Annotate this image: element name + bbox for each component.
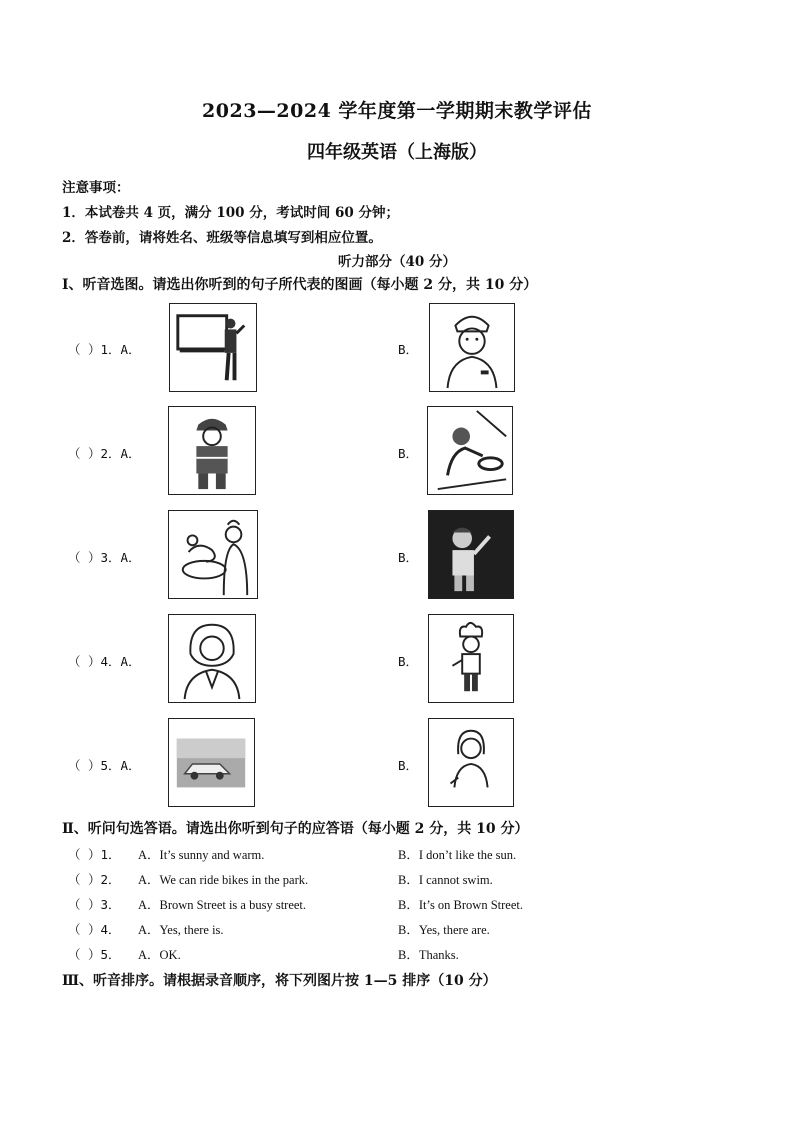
section2-title: Ⅱ、听问句选答语。请选出你听到句子的应答语（每小题 2 分，共 10 分） (62, 821, 529, 837)
driver-icon (427, 406, 513, 495)
exam-subtitle: 四年级英语（上海版） (307, 142, 487, 163)
s2-q4-option-b: B．Yes, there are. (398, 923, 490, 937)
notes-heading: 注意事项： (62, 180, 130, 196)
s2-q4-option-a: A．Yes, there is. (138, 923, 224, 937)
boy-dark-background-icon (428, 510, 514, 599)
s2-q3-option-a: A．Brown Street is a busy street. (138, 898, 307, 912)
s1-q1-b-label: B． (398, 342, 419, 357)
s1-q3-label: （ ）3．A． (68, 550, 141, 565)
s1-q1-label: （ ）1．A． (68, 342, 141, 357)
woman-icon (168, 614, 256, 703)
s2-q1-option-b: B．I don’t like the sun. (398, 848, 517, 862)
s2-q2-option-a: A．We can ride bikes in the park. (138, 873, 309, 887)
exam-title: 2023—2024 学年度第一学期期末教学评估 (202, 100, 592, 122)
s2-q4-label: （ ）4． (68, 922, 121, 937)
section3-title: Ⅲ、听音排序。请根据录音顺序，将下列图片按 1—5 排序（10 分） (62, 973, 497, 989)
s1-q2-label: （ ）2．A． (68, 446, 141, 461)
note-item-2: 2．答卷前，请将姓名、班级等信息填写到相应位置。 (62, 230, 382, 246)
cook-food-icon (168, 510, 258, 599)
s2-q1-label: （ ）1． (68, 847, 121, 862)
s2-q2-label: （ ）2． (68, 872, 121, 887)
s2-q3-label: （ ）3． (68, 897, 121, 912)
s2-q5-label: （ ）5． (68, 947, 121, 962)
listening-heading: 听力部分（40 分） (338, 254, 456, 270)
s2-q1-option-a: A．It’s sunny and warm. (138, 848, 265, 862)
note-item-1: 1．本试卷共 4 页，满分 100 分，考试时间 60 分钟； (62, 205, 399, 221)
s1-q4-label: （ ）4．A． (68, 654, 141, 669)
s2-q3-option-b: B．It’s on Brown Street. (398, 898, 523, 912)
s2-q5-option-a: A．OK. (138, 948, 181, 962)
nurse-icon (429, 303, 515, 392)
s1-q4-b-label: B． (398, 654, 419, 669)
section1-title: Ⅰ、听音选图。请选出你听到的句子所代表的图画（每小题 2 分，共 10 分） (62, 277, 538, 293)
s1-q5-b-label: B． (398, 758, 419, 773)
s2-q2-option-b: B．I cannot swim. (398, 873, 493, 887)
girl-icon (428, 718, 514, 807)
firefighter-icon (168, 406, 256, 495)
s1-q5-label: （ ）5．A． (68, 758, 141, 773)
s1-q3-b-label: B． (398, 550, 419, 565)
s1-q2-b-label: B． (398, 446, 419, 461)
chef-icon (428, 614, 514, 703)
s2-q5-option-b: B．Thanks. (398, 948, 459, 962)
teacher-blackboard-icon (169, 303, 257, 392)
car-photo-icon (168, 718, 255, 807)
